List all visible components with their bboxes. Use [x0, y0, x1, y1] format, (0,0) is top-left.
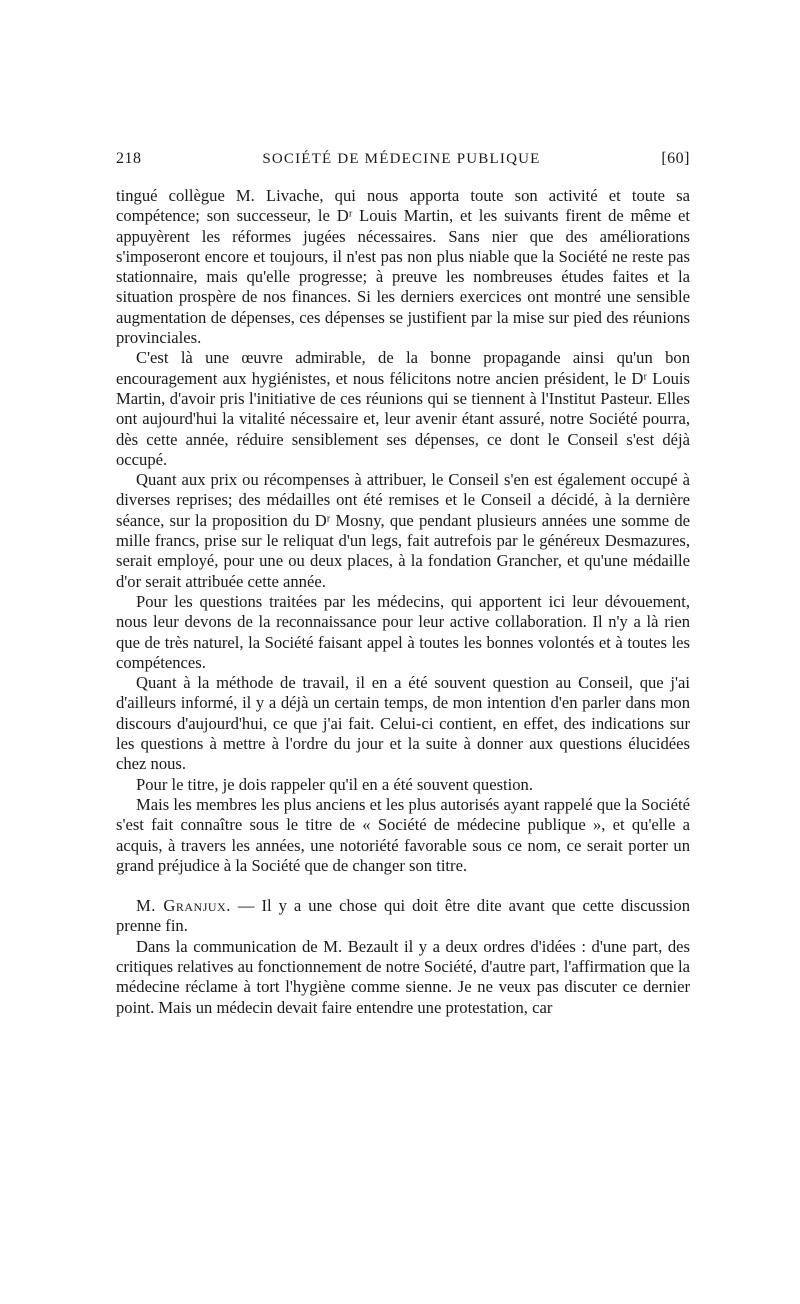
paragraph-8 — [116, 896, 690, 937]
paragraph-9: Dans la communication de M. Bezault il y a deux ordres d'idées : d'une part, des critiques relatives au fonctionnement de notre Société, d'autre part, l'affirmation que la médecine réclame à tort l'hygiène comme sienne. Je ne veux pas discuter ce dernier point. Mais un médecin devait faire entendre une protestation, car — [116, 936, 690, 1017]
paragraph-7: Mais les membres les plus anciens et les plus autorisés ayant rappelé que la Société s'est fait connaître sous le titre de « Société de médecine publique », et qu'elle a acquis, à travers les années, une notoriété favorable sous ce nom, ce serait porter un grand préjudice à la Société que de changer son titre. — [116, 794, 690, 875]
paragraph-1: tingué collègue M. Livache, qui nous apporta toute son activité et toute sa compétence; son successeur, le Dʳ Louis Martin, et les suivants firent de même et appuyèrent les réformes jugées nécessaires. Sans nier que des améliorations s'imposeront encore et toujours, il n'est pas non plus niable que la Société ne reste pas stationnaire, mais qu'elle progresse; à preuve les nombreuses études faites et la situation prospère de nos finances. Si les derniers exercices ont montré une sensible augmentation de dépenses, ces dépenses se justifient par la mise sur pied des réunions provinciales. — [116, 186, 690, 348]
speaker-name: M. Granjux. — [136, 896, 231, 916]
running-title: SOCIÉTÉ DE MÉDECINE PUBLIQUE — [262, 151, 541, 167]
bracket-number: [60] — [661, 150, 690, 167]
paragraph-6: Pour le titre, je dois rappeler qu'il en a été souvent question. — [136, 774, 533, 794]
speaker-text: — Il y a une chose qui doit être dite avant que cette discussion prenne fin. — [116, 896, 690, 936]
body-text — [116, 186, 690, 1018]
paragraph-4: Pour les questions traitées par les médecins, qui apportent ici leur dévouement, nous leur devons de la reconnaissance pour leur active collaboration. Il n'y a là rien que de très naturel, la Société faisant appel à toutes les bonnes volontés et à toutes les compétences. — [116, 591, 690, 672]
paragraph-2: C'est là une œuvre admirable, de la bonne propagande ainsi qu'un bon encouragement aux hygiénistes, et nous félicitons notre ancien président, le Dʳ Louis Martin, d'avoir pris l'initiative de ces réunions qui se tiennent à l'Institut Pasteur. Elles ont aujourd'hui la vitalité nécessaire et, leur avenir étant assuré, notre Société pourra, dès cette année, réduire sensiblement ses dépenses, ce dont le Conseil s'est déjà occupé. — [116, 348, 690, 469]
page-number: 218 — [116, 150, 142, 167]
page-header — [116, 150, 690, 168]
paragraph-3: Quant aux prix ou récompenses à attribuer, le Conseil s'en est également occupé à diverses reprises; des médailles ont été remises et le Conseil a décidé, à la dernière séance, sur la proposition du Dʳ Mosny, que pendant plusieurs années une somme de mille francs, prise sur le reliquat d'un legs, fait autrefois par le généreux Desmazures, serait employé, pour une ou deux places, à la fondation Grancher, et qu'une médaille d'or serait attribuée cette année. — [116, 470, 690, 591]
paragraph-5: Quant à la méthode de travail, il en a été souvent question au Conseil, que j'ai d'ailleurs informé, il y a déjà un certain temps, de mon intention d'en parler dans mon discours d'aujourd'hui, ce que j'ai fait. Celui-ci contient, en effet, des indications sur les questions à mettre à l'ordre du jour et la suite à donner aux questions élucidées chez nous. — [116, 673, 690, 774]
